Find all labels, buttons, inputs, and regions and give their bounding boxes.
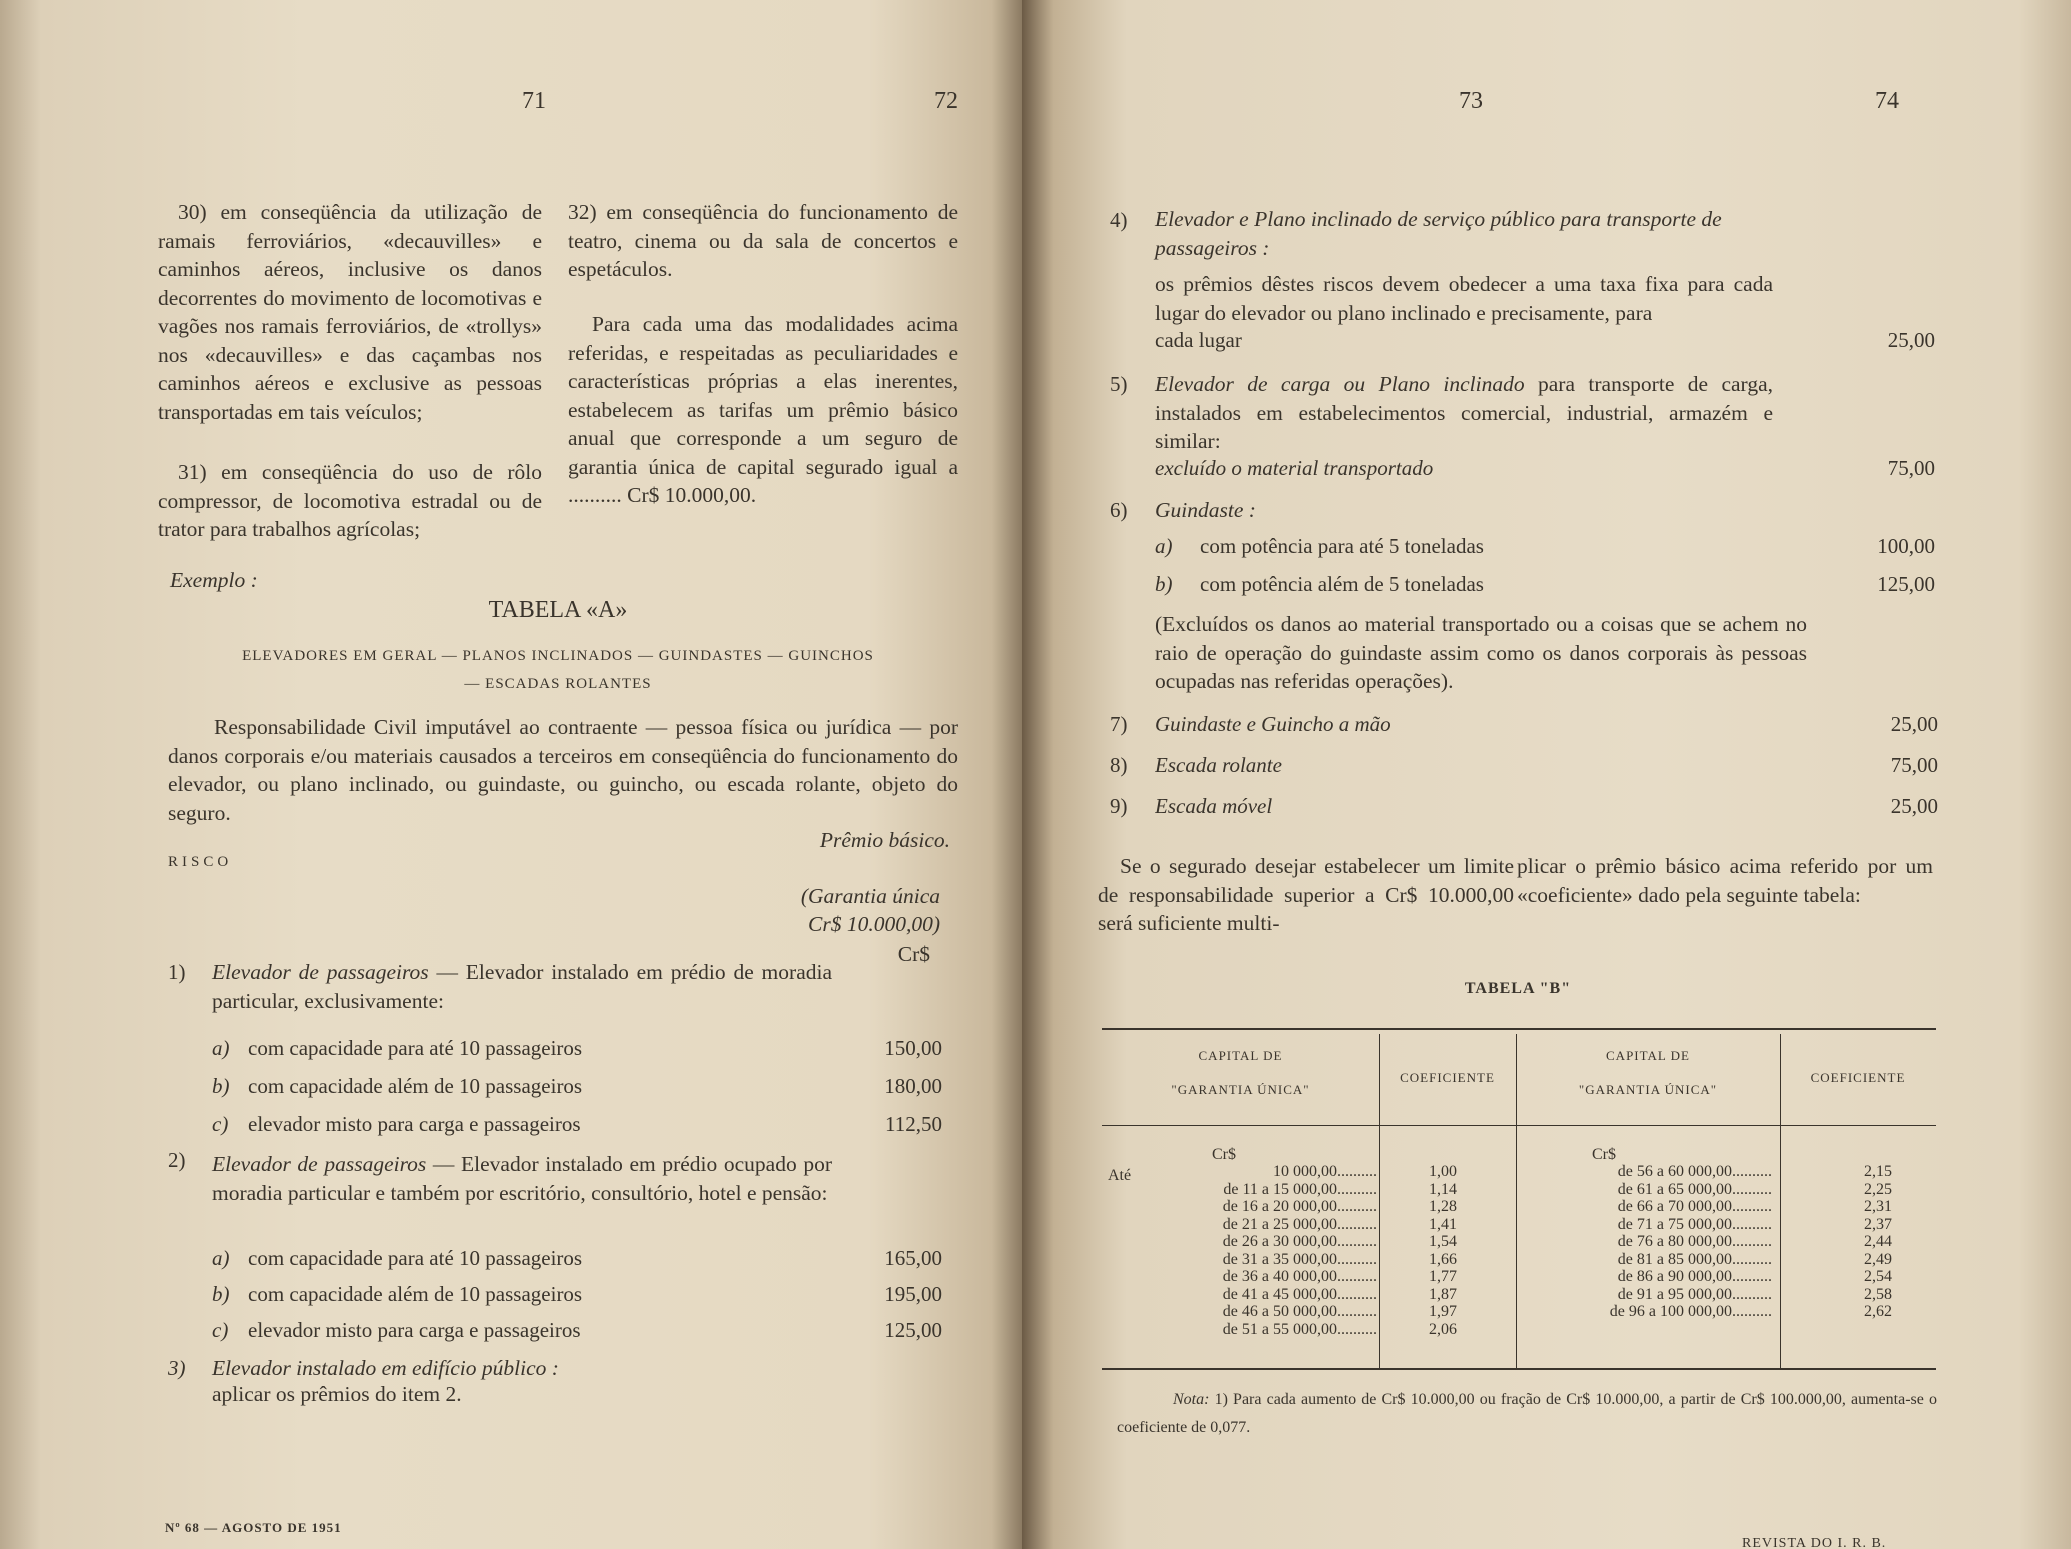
risco-label: RISCO bbox=[168, 854, 233, 870]
header-coef-1: COEFICIENTE bbox=[1400, 1070, 1495, 1085]
item-4-row: cada lugar 25,00 bbox=[1155, 328, 1935, 352]
leader-dots: .......... bbox=[1337, 1215, 1377, 1233]
coefficient: 2,37 bbox=[1864, 1215, 1892, 1233]
table-b-right-row bbox=[1522, 1286, 1936, 1304]
table-b-right-row bbox=[1522, 1233, 1936, 1251]
table-b-right-rows bbox=[1522, 1163, 1936, 1321]
leader-dots: .......... bbox=[1337, 1303, 1377, 1320]
table-b-left-row bbox=[1132, 1163, 1516, 1181]
leader-dots: .......... bbox=[1337, 1268, 1377, 1285]
table-b-right-row bbox=[1522, 1216, 1936, 1234]
coefficient: 1,54 bbox=[1429, 1233, 1457, 1250]
leader-dots: .......... bbox=[1732, 1215, 1772, 1233]
capital-range: de 46 a 50 000,00 bbox=[1222, 1303, 1337, 1320]
item-31: 31) em conseqüência do uso de rôlo compressor, de locomotiva estradal ou de trator para trabalhos agrícolas; bbox=[158, 460, 542, 541]
leader-dots: .......... bbox=[1732, 1250, 1772, 1268]
capital-range: de 36 a 40 000,00 bbox=[1222, 1268, 1337, 1285]
table-b-right-row bbox=[1522, 1163, 1936, 1181]
tabela-b-title: TABELA "B" bbox=[1464, 980, 1572, 997]
table-b-left-row bbox=[1132, 1198, 1516, 1216]
table-b-right-row bbox=[1522, 1268, 1936, 1286]
coefficient: 2,31 bbox=[1864, 1198, 1892, 1215]
item-1-row-b: b) com capacidade além de 10 passageiros 180,00 bbox=[212, 1074, 942, 1098]
coeficiente-paragraph-right: plicar o prêmio básico acima referido por um «coeficiente» dado pela seguinte tabela: bbox=[1517, 854, 1933, 907]
item-2-description bbox=[212, 1150, 832, 1207]
capital-range: de 41 a 45 000,00 bbox=[1222, 1285, 1337, 1303]
item-2-number: 2) bbox=[168, 1148, 186, 1172]
left-footer: Nº 68 — AGOSTO DE 1951 bbox=[165, 1520, 342, 1535]
capital-range: de 11 a 15 000,00 bbox=[1223, 1180, 1337, 1198]
item-5-text: para transporte de carga, instalados em estabelecimentos comercial, industrial, armazém e similar: bbox=[1155, 372, 1773, 453]
table-b-left-row bbox=[1132, 1321, 1516, 1339]
item-1-description bbox=[212, 958, 832, 1015]
capital-range: de 61 a 65 000,00 bbox=[1617, 1180, 1732, 1198]
coefficient: 2,49 bbox=[1864, 1250, 1892, 1268]
item-6-row-a: a) com potência para até 5 toneladas 100,00 bbox=[1155, 534, 1935, 558]
table-b-left-row bbox=[1132, 1251, 1516, 1269]
item-3-number: 3) bbox=[168, 1356, 186, 1380]
coefficient: 1,77 bbox=[1429, 1268, 1457, 1285]
item-5-description bbox=[1155, 370, 1773, 456]
leader-dots: .......... bbox=[1337, 1250, 1377, 1268]
coefficient: 1,28 bbox=[1429, 1198, 1457, 1215]
capital-range: de 16 a 20 000,00 bbox=[1222, 1198, 1337, 1215]
leader-dots: .......... bbox=[1732, 1303, 1772, 1320]
item-6-number: 6) bbox=[1110, 498, 1128, 522]
coefficient: 1,97 bbox=[1429, 1303, 1457, 1320]
responsabilidade-paragraph: Responsabilidade Civil imputável ao contraente — pessoa física ou jurídica — por danos corporais e/ou materiais causados a terceiros em conseqüência do funcionamento do elevador, ou plano inclinado, ou guindaste, ou guincho, ou escada rolante, objeto do seguro. bbox=[168, 715, 958, 825]
table-b-left-row bbox=[1132, 1181, 1516, 1199]
exemplo-label: Exemplo : bbox=[170, 568, 258, 592]
item-2-row-c: c) elevador misto para carga e passageiros 125,00 bbox=[212, 1318, 942, 1342]
coeficiente-paragraph-left: Se o segurado desejar estabelecer um limite de responsabilidade superior a Cr$ 10.000,00 será suficiente multi- bbox=[1098, 854, 1514, 935]
coefficient: 1,14 bbox=[1429, 1180, 1457, 1198]
premio-paragraph: Para cada uma das modalidades acima referidas, e respeitadas as peculiaridades e características próprias a elas inerentes, estabelecem as tarifas um prêmio básico anual que corresponde a um seguro de garantia única de capital segurado igual a .......... Cr$ 10.000,00. bbox=[568, 312, 958, 507]
item-6-title: Guindaste : bbox=[1155, 498, 1256, 522]
coefficient: 1,87 bbox=[1429, 1285, 1457, 1303]
table-b-bottom-rule bbox=[1102, 1368, 1936, 1370]
item-8-row: 8) Escada rolante 75,00 bbox=[1110, 753, 1938, 777]
leader-dots: .......... bbox=[1732, 1233, 1772, 1250]
table-b-left-row bbox=[1132, 1216, 1516, 1234]
item-1-number: 1) bbox=[168, 960, 186, 984]
item-2-title: Elevador de passageiros bbox=[212, 1152, 427, 1176]
header-capital-2: CAPITAL DE "GARANTIA ÚNICA" bbox=[1578, 1048, 1718, 1097]
leader-dots: .......... bbox=[1337, 1180, 1377, 1198]
coefficient: 2,25 bbox=[1864, 1180, 1892, 1198]
capital-range: de 31 a 35 000,00 bbox=[1222, 1250, 1337, 1268]
tabela-a-subtitle-2: — ESCADAS ROLANTES bbox=[464, 676, 652, 692]
item-1-row-a: a) com capacidade para até 10 passageiros 150,00 bbox=[212, 1036, 942, 1060]
leader-dots: .......... bbox=[1337, 1233, 1377, 1250]
header-coef-2: COEFICIENTE bbox=[1810, 1070, 1906, 1085]
ate-label: Até bbox=[1108, 1167, 1132, 1184]
capital-range: de 96 a 100 000,00 bbox=[1609, 1303, 1732, 1320]
capital-range: de 56 a 60 000,00 bbox=[1617, 1163, 1732, 1180]
item-32: 32) em conseqüência do funcionamento de teatro, cinema ou da sala de concertos e espetáculos. bbox=[568, 200, 958, 281]
table-currency-left: Cr$ bbox=[1212, 1146, 1236, 1163]
right-page bbox=[1022, 0, 2071, 1549]
item-3-title: Elevador instalado em edifício público : bbox=[212, 1356, 559, 1380]
garantia-unica-1: (Garantia única bbox=[800, 884, 940, 908]
capital-range: de 71 a 75 000,00 bbox=[1617, 1215, 1732, 1233]
item-6-note: (Excluídos os danos ao material transportado ou a coisas que se achem no raio de operação do guindaste assim como os danos corporais às pessoas ocupadas nas referidas operações). bbox=[1155, 612, 1807, 693]
coefficient: 2,62 bbox=[1864, 1303, 1892, 1320]
item-2-text: — Elevador instalado em prédio ocupado por moradia particular e também por escritório, consultório, hotel e pensão: bbox=[212, 1152, 832, 1205]
coefficient: 2,58 bbox=[1864, 1285, 1892, 1303]
coefficient: 1,00 bbox=[1429, 1163, 1457, 1180]
coefficient: 1,41 bbox=[1429, 1215, 1457, 1233]
table-b-left-row bbox=[1132, 1303, 1516, 1321]
currency-label: Cr$ bbox=[897, 942, 930, 966]
garantia-unica-2: Cr$ 10.000,00) bbox=[808, 912, 940, 936]
page-number-74: 74 bbox=[1875, 88, 1899, 114]
table-b-header-rule bbox=[1102, 1125, 1936, 1126]
leader-dots: .......... bbox=[1732, 1268, 1772, 1285]
coefficient: 2,54 bbox=[1864, 1268, 1892, 1285]
capital-range: de 76 a 80 000,00 bbox=[1617, 1233, 1732, 1250]
capital-range: de 91 a 95 000,00 bbox=[1617, 1285, 1732, 1303]
capital-range: de 66 a 70 000,00 bbox=[1617, 1198, 1732, 1215]
item-2-row-a: a) com capacidade para até 10 passageiros 165,00 bbox=[212, 1246, 942, 1270]
tabela-a-subtitle-1: ELEVADORES EM GERAL — PLANOS INCLINADOS — GUINDASTES — GUINCHOS bbox=[242, 648, 874, 664]
leader-dots: .......... bbox=[1732, 1198, 1772, 1215]
coefficient: 2,06 bbox=[1429, 1320, 1457, 1338]
capital-range: 10 000,00 bbox=[1273, 1163, 1337, 1180]
item-2-row-b: b) com capacidade além de 10 passageiros 195,00 bbox=[212, 1282, 942, 1306]
item-5-number: 5) bbox=[1110, 372, 1128, 396]
item-4-number: 4) bbox=[1110, 208, 1128, 232]
page-number-73: 73 bbox=[1459, 88, 1483, 114]
item-3-text: aplicar os prêmios do item 2. bbox=[212, 1382, 462, 1406]
leader-dots: .......... bbox=[1732, 1285, 1772, 1303]
item-9-row: 9) Escada móvel 25,00 bbox=[1110, 794, 1938, 818]
table-b-left-row bbox=[1132, 1268, 1516, 1286]
item-6-row-b: b) com potência além de 5 toneladas 125,00 bbox=[1155, 572, 1935, 596]
table-b-right-row bbox=[1522, 1303, 1936, 1321]
tabela-a-title: TABELA «A» bbox=[488, 597, 628, 623]
page-number-71: 71 bbox=[522, 88, 546, 114]
item-5-title: Elevador de carga ou Plano inclinado bbox=[1155, 372, 1525, 396]
capital-range: de 86 a 90 000,00 bbox=[1617, 1268, 1732, 1285]
table-currency-right: Cr$ bbox=[1592, 1146, 1616, 1163]
premio-basico-label: Prêmio básico. bbox=[819, 828, 950, 852]
item-1-text: — Elevador instalado em prédio de moradia particular, exclusivamente: bbox=[212, 960, 832, 1013]
item-30: 30) em conseqüência da utilização de ramais ferroviários, «decauvilles» e caminhos aéreos, inclusive os danos decorrentes do movimento de locomotivas e vagões nos ramais ferroviários, de «trollys» nos «decauvilles» e das caçambas nos caminhos aéreos e exclusive as pessoas transportadas em tais veículos; bbox=[158, 200, 542, 424]
item-4-title: Elevador e Plano inclinado de serviço público para transporte de passageiros : bbox=[1155, 207, 1722, 260]
table-b-left-rows bbox=[1132, 1163, 1516, 1338]
capital-range: de 21 a 25 000,00 bbox=[1222, 1215, 1337, 1233]
table-b-right-row bbox=[1522, 1251, 1936, 1269]
page-number-72: 72 bbox=[934, 88, 958, 114]
coefficient: 1,66 bbox=[1429, 1250, 1457, 1268]
leader-dots: .......... bbox=[1732, 1163, 1772, 1180]
header-capital-1: CAPITAL DE "GARANTIA ÚNICA" bbox=[1171, 1048, 1310, 1097]
leader-dots: .......... bbox=[1337, 1198, 1377, 1215]
leader-dots: .......... bbox=[1337, 1163, 1377, 1180]
table-b-right-row bbox=[1522, 1198, 1936, 1216]
leader-dots: .......... bbox=[1732, 1180, 1772, 1198]
capital-range: de 51 a 55 000,00 bbox=[1222, 1320, 1337, 1338]
capital-range: de 26 a 30 000,00 bbox=[1222, 1233, 1337, 1250]
left-page bbox=[0, 0, 1022, 1549]
capital-range: de 81 a 85 000,00 bbox=[1617, 1250, 1732, 1268]
item-5-row: excluído o material transportado 75,00 bbox=[1155, 456, 1935, 480]
coefficient: 2,15 bbox=[1864, 1163, 1892, 1180]
nota: Nota: 1) Para cada aumento de Cr$ 10.000,00 ou fração de Cr$ 10.000,00, a partir de Cr$ 100.000,00, aumenta-se o coeficiente de 0,077. bbox=[1117, 1391, 1937, 1436]
leader-dots: .......... bbox=[1337, 1320, 1377, 1338]
table-b-left-row bbox=[1132, 1233, 1516, 1251]
table-b-top-rule bbox=[1102, 1028, 1936, 1030]
coefficient: 2,44 bbox=[1864, 1233, 1892, 1250]
item-4-text: os prêmios dêstes riscos devem obedecer a uma taxa fixa para cada lugar do elevador ou plano inclinado e precisamente, para bbox=[1155, 272, 1773, 325]
right-footer: REVISTA DO I. R. B. bbox=[1742, 1536, 1887, 1549]
item-1-title: Elevador de passageiros bbox=[212, 960, 429, 984]
table-b-left-row bbox=[1132, 1286, 1516, 1304]
leader-dots: .......... bbox=[1337, 1285, 1377, 1303]
item-7-row: 7) Guindaste e Guincho a mão 25,00 bbox=[1110, 712, 1938, 736]
item-1-row-c: c) elevador misto para carga e passageiros 112,50 bbox=[212, 1112, 942, 1136]
table-b-right-row bbox=[1522, 1181, 1936, 1199]
